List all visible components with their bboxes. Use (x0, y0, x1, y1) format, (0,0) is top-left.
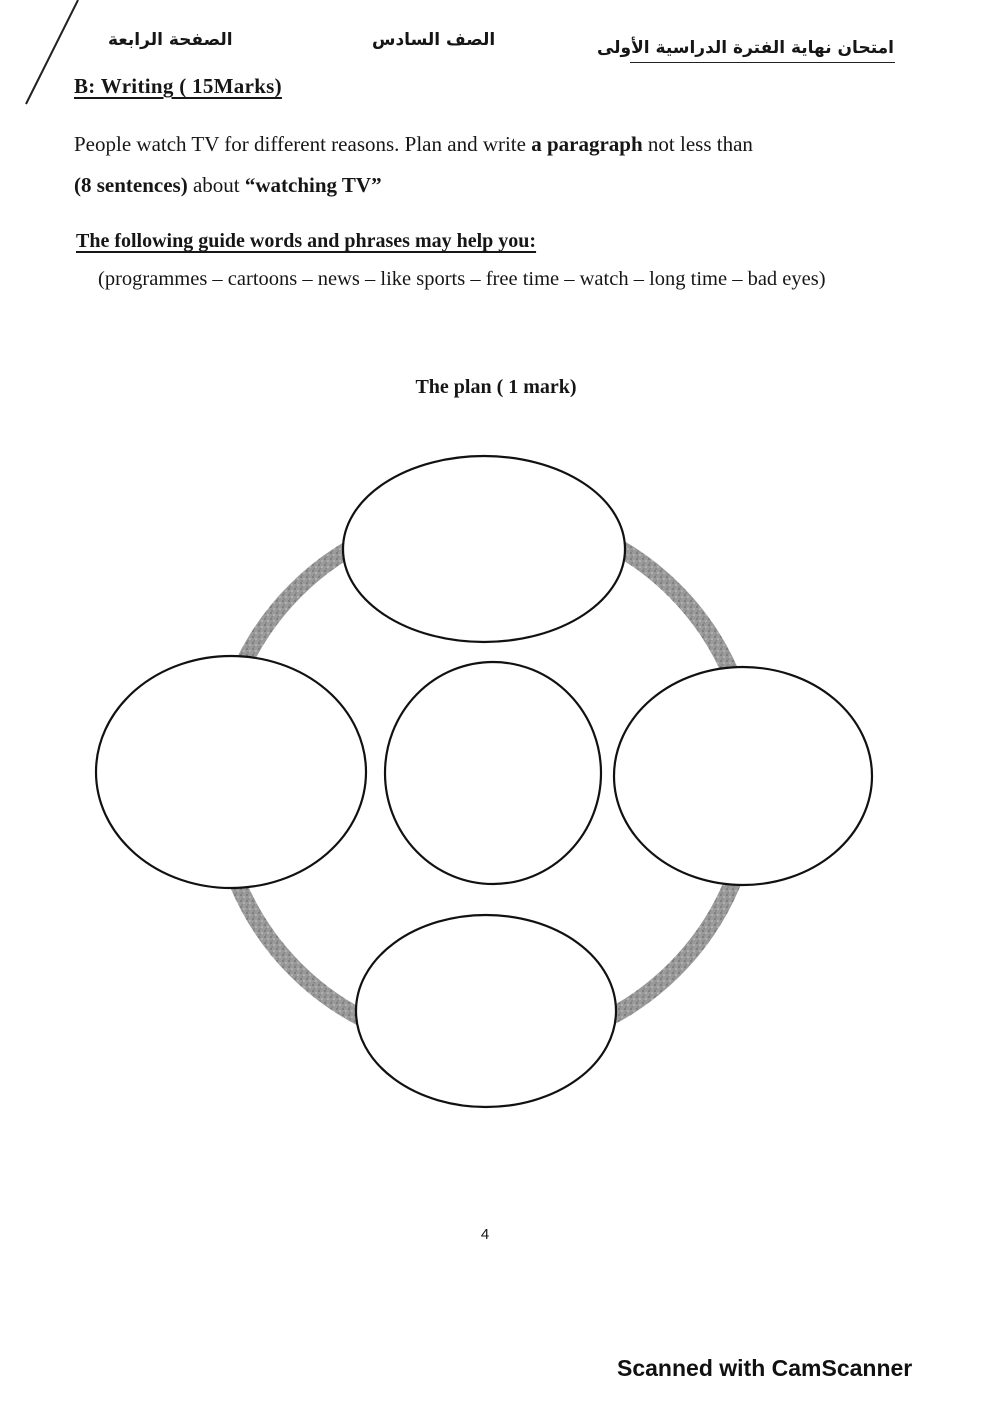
plan-bubble-top[interactable] (343, 456, 625, 642)
plan-bubble-bottom[interactable] (356, 915, 616, 1107)
plan-title: The plan ( 1 mark) (415, 376, 577, 398)
guide-words: (programmes – cartoons – news – like sports – free time – watch – long time – bad eyes) (98, 268, 826, 290)
guide-title: The following guide words and phrases may help you: (76, 230, 537, 252)
section-title: B: Writing ( 15Marks) (74, 74, 282, 98)
plan-bubble-right[interactable] (614, 667, 872, 885)
prompt-text: People watch TV for different reasons. Plan and write (74, 132, 532, 156)
exam-title-header: امتحان نهاية الفترة الدراسية الأولى (596, 38, 894, 58)
plan-bubble-left[interactable] (96, 656, 366, 888)
prompt-text: not less than (642, 132, 753, 156)
grade-header: الصف السادس (372, 30, 496, 50)
prompt-sentence-count: (8 sentences) (74, 173, 188, 197)
page-number: 4 (480, 1226, 490, 1243)
prompt-topic: “watching TV” (244, 173, 382, 197)
plan-bubble-center[interactable] (385, 662, 601, 884)
prompt-text: about (187, 173, 245, 197)
prompt-emphasis: a paragraph (531, 132, 643, 156)
scanner-watermark: Scanned with CamScanner (617, 1355, 913, 1381)
page-label-header: الصفحة الرابعة (108, 30, 233, 50)
